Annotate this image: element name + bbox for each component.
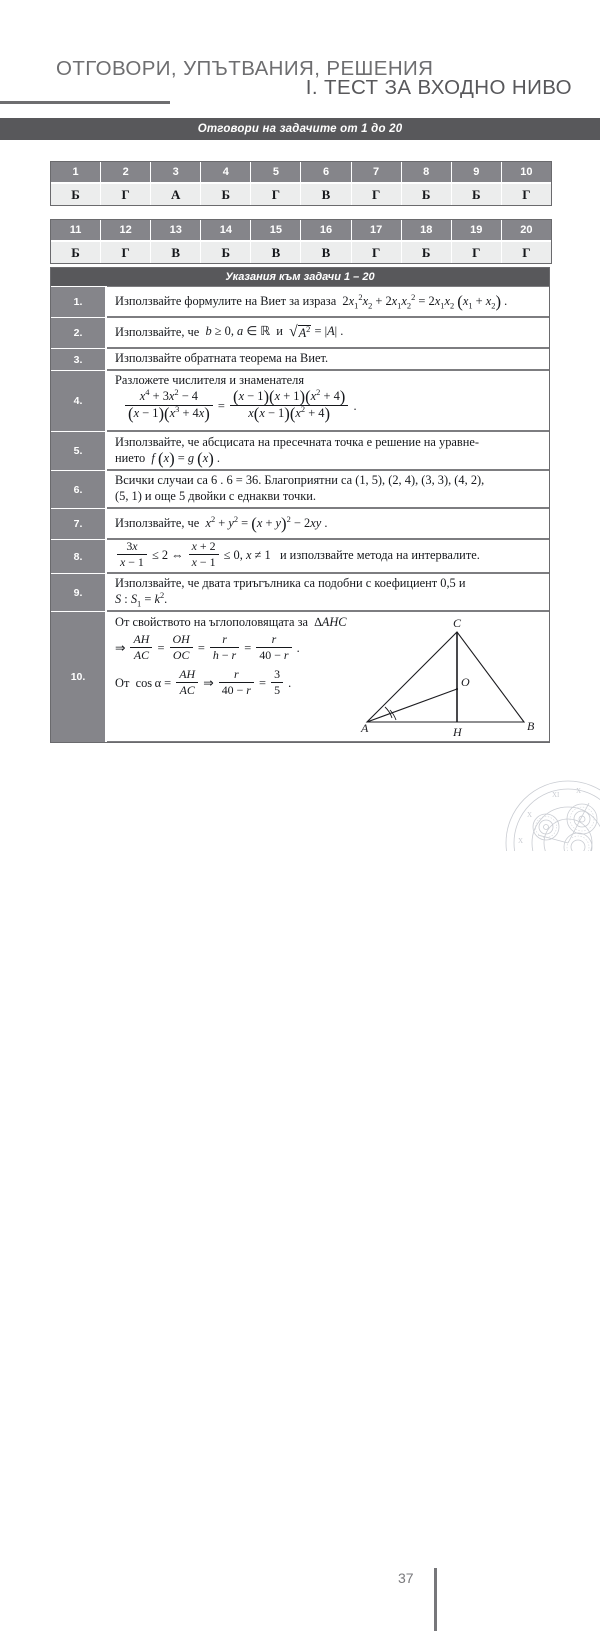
row-content: [107, 370, 549, 431]
row-10-line-3: От cos α = $\frac{AH}{AC}$ ⇒ $\frac{r}{40 - r}$ = $\frac{3}{5}$ .: [115, 666, 292, 697]
row-5-line-2: нието f (x) = g (x) .: [115, 448, 220, 468]
table-row: [51, 286, 549, 317]
answers-table-1-answer-row: [51, 184, 551, 205]
page-title-line-2: I. ТЕСТ ЗА ВХОДНО НИВО: [305, 76, 572, 99]
answer-letter-cell: В: [151, 242, 201, 263]
answer-number-cell: 2: [101, 162, 151, 182]
answer-letter-cell: Б: [402, 242, 452, 263]
answer-number-cell: 8: [402, 162, 452, 182]
answer-number-cell: 5: [251, 162, 301, 182]
label-a: A: [361, 721, 369, 735]
row-8-formula: $\frac{3x}{x - 1}$ ≤ 2 ⇔ $\frac{x + 2}{x - 1}$ ≤ 0, x ≠ 1: [115, 548, 274, 562]
row-1-formula: $2x_1^2x_2 + 2x_1x_2^2 = 2x_1x_2$ $(x_1 + x_2)$ .: [342, 291, 508, 311]
table-row: [51, 573, 549, 611]
answer-letter-cell: Б: [51, 242, 101, 263]
row-7-text: Използвайте, че $x^2 + y^2 = (x + y)^2 - 2xy$ .: [115, 513, 328, 533]
answer-letter-cell: Г: [352, 242, 402, 263]
answers-banner-label: Отговори на задачите от 1 до 20: [197, 123, 403, 135]
row-number: 2.: [51, 318, 107, 348]
answer-number-cell: 11: [51, 220, 101, 240]
row-content: [107, 470, 549, 508]
roman-numeral-xii: X: [576, 787, 582, 795]
row-5-line-1: Използвайте, че абсцисата на пресечната точка е решение на уравне-: [115, 434, 480, 449]
row-7-formula: $x^2 + y^2 = (x + y)^2 - 2xy$ .: [205, 513, 328, 533]
row-9-formula: S : $S_1 = k^2$.: [115, 589, 168, 609]
table-row: [51, 508, 549, 539]
answer-number-cell: 10: [502, 162, 551, 182]
answer-letter-cell: В: [301, 242, 351, 263]
row-9-line-2: [115, 589, 542, 609]
answer-letter-cell: Г: [101, 184, 151, 205]
answer-number-cell: 18: [402, 220, 452, 240]
solutions-table: [50, 267, 550, 743]
row-5-formula: f (x) = g (x) .: [151, 448, 220, 468]
angle-arc-upper: [385, 707, 392, 718]
row-6-line-2: (5, 1) и още 5 двойки с еднакви точки.: [115, 489, 317, 503]
answer-letter-cell: А: [151, 184, 201, 205]
answers-table-2-answer-row: [51, 242, 551, 263]
row-8-text: $\frac{3x}{x - 1}$ ≤ 2 ⇔ $\frac{x + 2}{x - 1}$ ≤ 0, x ≠ 1 и използвайте метода на интервалите.: [115, 541, 542, 572]
footer-divider: [434, 1568, 437, 1631]
row-content: [107, 611, 549, 742]
answer-number-cell: 3: [151, 162, 201, 182]
page-title-line-1: ОТГОВОРИ, УПЪТВАНИЯ, РЕШЕНИЯ: [56, 57, 434, 80]
row-10-cos-formula: cos α = $\frac{AH}{AC}$ ⇒ $\frac{r}{40 - r}$ = $\frac{3}{5}$ .: [135, 666, 292, 697]
answer-letter-cell: Г: [452, 242, 502, 263]
answer-letter-cell: Г: [251, 184, 301, 205]
answer-letter-cell: Б: [201, 184, 251, 205]
answer-number-cell: 13: [151, 220, 201, 240]
answers-table-1-header-row: [51, 162, 551, 182]
roman-numeral-ix: X: [518, 837, 524, 845]
page-number: 37: [398, 1570, 414, 1586]
row-content: [107, 573, 549, 611]
row-number: 10.: [51, 612, 107, 742]
row-number: 4.: [51, 371, 107, 431]
row-content: [107, 508, 549, 539]
page-header: [0, 0, 600, 118]
answer-letter-cell: Г: [101, 242, 151, 263]
solutions-table-header-label: Указания към задачи 1 – 20: [225, 271, 375, 283]
roman-numeral-x: X: [527, 811, 533, 819]
answer-number-cell: 4: [201, 162, 251, 182]
row-1-text: Използвайте формулите на Виет за израза $2x_1^2x_2 + 2x_1x_2^2 = 2x_1x_2$ $(x_1 + x_2)$ .: [115, 291, 508, 311]
row-2-text: Използвайте, че b ≥ 0, a ∈ ℝ и √ $A^2$ = |A| .: [115, 322, 344, 340]
label-o: O: [461, 675, 470, 689]
header-rule: [0, 101, 170, 104]
point-o-marker: [456, 688, 458, 690]
answer-number-cell: 7: [352, 162, 402, 182]
table-row: [51, 317, 549, 348]
row-3-text: Използвайте обратната теорема на Виет.: [115, 351, 329, 366]
answer-letter-cell: Г: [502, 242, 551, 263]
roman-numeral-xi: XI: [552, 791, 560, 799]
row-number: 3.: [51, 349, 107, 370]
answer-number-cell: 1: [51, 162, 101, 182]
answer-letter-cell: В: [251, 242, 301, 263]
answer-letter-cell: Б: [402, 184, 452, 205]
row-content: [107, 431, 549, 470]
answer-letter-cell: Б: [452, 184, 502, 205]
table-row: [51, 431, 549, 470]
table-row: [51, 370, 549, 431]
label-c: C: [453, 616, 462, 630]
answer-number-cell: 14: [201, 220, 251, 240]
label-b: B: [527, 719, 535, 733]
row-9-line-1: Използвайте, че двата триъгълника са подобни с коефициент 0,5 и: [115, 576, 466, 591]
row-number: 6.: [51, 471, 107, 508]
answers-table-2-header-row: [51, 220, 551, 240]
answers-table-1-10: [50, 161, 552, 206]
answer-number-cell: 17: [352, 220, 402, 240]
row-content: [107, 286, 549, 317]
answer-number-cell: 6: [301, 162, 351, 182]
table-row: [51, 348, 549, 370]
answer-number-cell: 12: [101, 220, 151, 240]
row-10-triangle-label: ∆AHC: [314, 615, 347, 629]
answer-number-cell: 15: [251, 220, 301, 240]
label-h: H: [453, 725, 462, 739]
table-row: [51, 611, 549, 742]
row-number: 5.: [51, 432, 107, 470]
row-content: [107, 539, 549, 573]
row-number: 8.: [51, 540, 107, 573]
row-number: 7.: [51, 509, 107, 539]
table-row: [51, 470, 549, 508]
row-number: 9.: [51, 574, 107, 611]
triangle-abc: [367, 632, 524, 722]
page-footer: [0, 780, 600, 1586]
segment-ao: [367, 689, 457, 722]
answers-table-11-20: [50, 219, 552, 264]
answer-number-cell: 19: [452, 220, 502, 240]
answer-letter-cell: Г: [352, 184, 402, 205]
row-6-line-1: Всички случаи са 6 . 6 = 36. Благоприятни са (1, 5), (2, 4), (3, 3), (4, 2),: [115, 473, 485, 488]
answer-letter-cell: Б: [51, 184, 101, 205]
clock-gears-decoration: [490, 775, 600, 851]
row-10-line-2: ⇒ $\frac{AH}{AC}$ = $\frac{OH}{OC}$ = $\frac{r}{h - r}$ = $\frac{r}{40 - r}$ .: [115, 632, 300, 662]
answer-number-cell: 20: [502, 220, 551, 240]
row-4-text: Разложете числителя и знаменателя: [115, 373, 305, 387]
table-row: [51, 539, 549, 573]
answer-letter-cell: Б: [201, 242, 251, 263]
answer-number-cell: 9: [452, 162, 502, 182]
clock-gears-svg: [490, 775, 600, 851]
row-content: [107, 317, 549, 348]
answer-letter-cell: Г: [502, 184, 551, 205]
triangle-diagram: [349, 614, 539, 739]
row-2-formula: b ≥ 0, a ∈ ℝ и √ $A^2$ = |A| .: [205, 322, 344, 340]
row-content: [107, 348, 549, 370]
answers-banner: [0, 118, 600, 140]
triangle-diagram-svg: [349, 614, 539, 739]
answer-number-cell: 16: [301, 220, 351, 240]
answer-letter-cell: В: [301, 184, 351, 205]
row-number: 1.: [51, 287, 107, 317]
row-10-line-1: От свойството на ъглополовящата за ∆AHC: [115, 615, 347, 629]
solutions-table-header: [51, 268, 549, 286]
row-4-formula: $\frac{x^4 + 3x^2 - 4}{(x - 1)(x^3 + 4x)}$ = $\frac{(x - 1)(x + 1)(x^2 + 4)}{x(x - 1)(x^2 + 4)}$ .: [115, 391, 542, 423]
